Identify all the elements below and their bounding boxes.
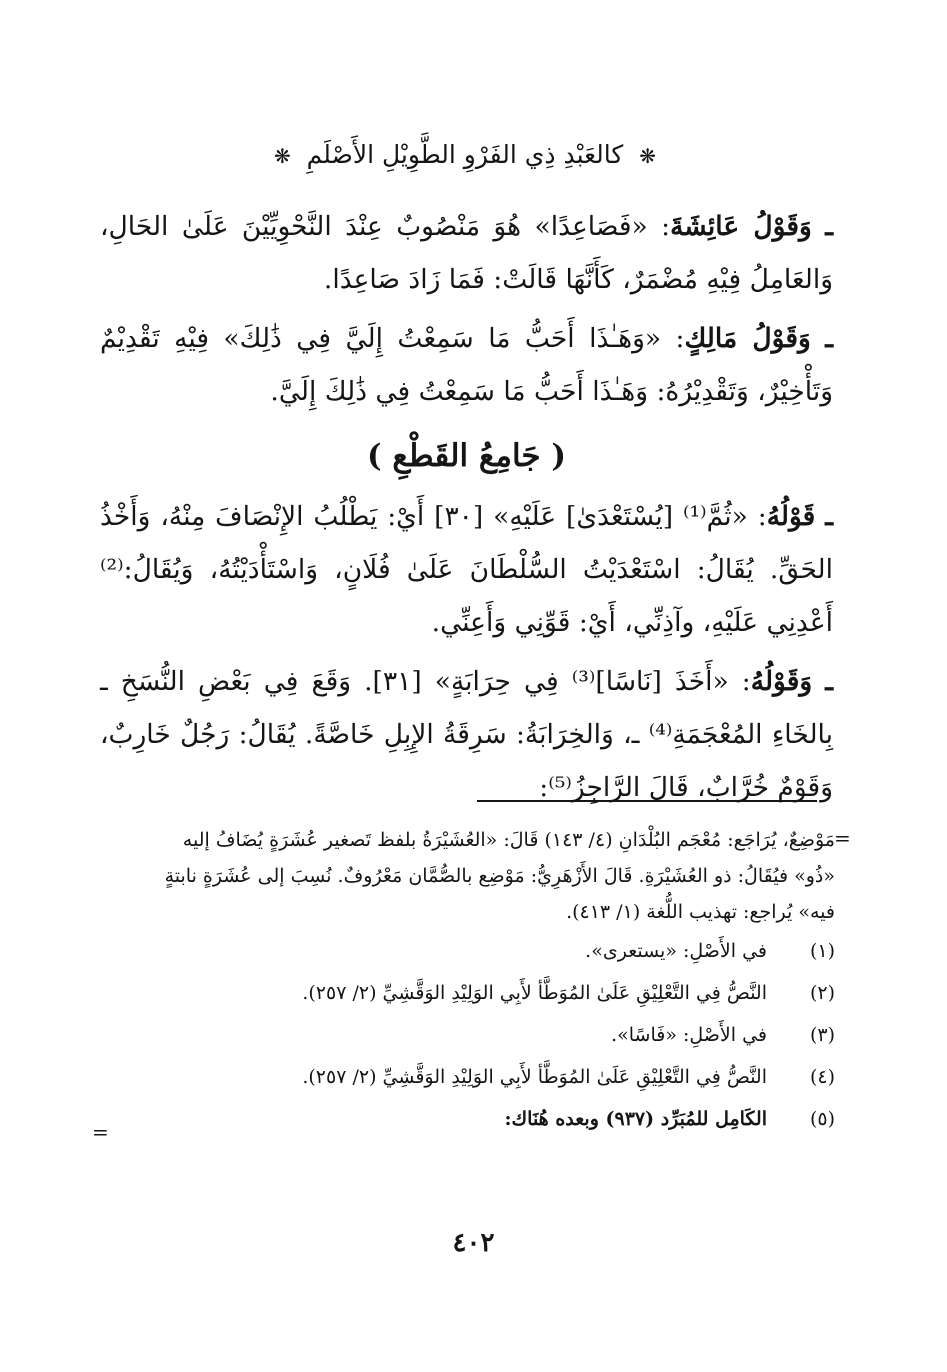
running-head	[100, 140, 830, 169]
footnote-text: في الأَصْلِ: «يستعرى».	[585, 940, 767, 962]
footnote-number: (٣)	[809, 1024, 835, 1046]
paragraph-lemma: وَقَوْلُ عَائِشَةَ	[670, 211, 812, 242]
paragraph	[100, 200, 833, 306]
footnote-text: الكَامِل للمُبَرِّد (٩٣٧) وبعده هُنَاك:	[504, 1108, 767, 1130]
star-ornament-icon: ❋	[273, 144, 291, 168]
paragraph	[100, 655, 833, 814]
footnote-separator	[477, 800, 817, 802]
page-number: ٤٠٢	[452, 1228, 495, 1258]
footnote-item	[100, 1014, 835, 1056]
section-title: ( جَامِعُ القَطْعِ )	[366, 438, 567, 474]
footnote-number: (١)	[809, 940, 835, 962]
paragraph-text: : «أَخَذَ [نَاسًا]⁽³⁾ فِي حِرَابَةٍ» [٣١]. وَقَعَ فِي بَعْضِ النُّسَخِ ـ بِالخَاءِ المُعْجَمَةِ⁽⁴⁾ ـ، وَالخِرَابَةُ: سَرِقَةُ الإِبِلِ خَاصَّةً. يُقَالُ: رَجُلٌ خَارِبٌ، وَقَوْمٌ خُرَّابٌ، قَالَ الرَّاجِزُ⁽⁵⁾:	[100, 666, 833, 803]
footnote-item	[100, 1056, 835, 1098]
footnote-number: (٤)	[809, 1066, 835, 1088]
footnote-number: (٥)	[809, 1108, 835, 1130]
paragraph-dash: ـ	[825, 501, 833, 532]
star-ornament-icon: ❋	[639, 144, 657, 168]
paragraph-text: : «ثُمَّ⁽¹⁾ [يُسْتَعْدَىٰ] عَلَيْهِ» [٣٠] أَيْ: يَطْلُبُ الإِنْصَافَ مِنْهُ، وَأَخْذُ الحَقِّ. يُقَالُ: اسْتَعْدَيْتُ السُّلْطَانَ عَلَىٰ فُلَانٍ، وَاسْتَأْدَيْتُهُ، وَيُقَالُ:⁽²⁾ أَعْدِنِي عَلَيْهِ، وآذِنِّي، أَيْ: قَوِّنِي وَأَعِنِّي.	[100, 501, 833, 638]
paragraph-dash: ـ	[825, 323, 833, 354]
paragraph-lemma: وَقَوْلُ مَالِكٍ	[684, 323, 811, 354]
continuation-end-marker: =	[92, 1120, 109, 1144]
paragraph-lemma: وَقَوْلُهُ	[750, 666, 813, 697]
running-head-text: كالعَبْدِ ذِي الفَرْوِ الطَّوِيْلِ الأَصْلَمِ	[306, 140, 624, 169]
footnotes	[100, 822, 835, 1140]
footnote-item	[100, 972, 835, 1014]
paragraph	[100, 490, 833, 649]
footnote-continuation-line: مَوْضِعٌ، يُرَاجَع: مُعْجَم البُلْدَانِ (٤/ ١٤٣) قَالَ: «العُشَيْرَةُ بلفظ تَصغير عُشَرَةٍ يُضَافُ إليه	[182, 829, 835, 851]
footnote-number: (٢)	[809, 982, 835, 1004]
paragraph-text: : «فَصَاعِدًا» هُوَ مَنْصُوبٌ عِنْدَ النَّحْوِيِّيْنَ عَلَىٰ الحَالِ، وَالعَامِلُ فِيْهِ مُضْمَرٌ، كَأَنَّهَا قَالَتْ: فَمَا زَادَ صَاعِدًا.	[100, 211, 833, 295]
main-text	[100, 200, 833, 814]
footnote-text: في الأَصْلِ: «فَاسًا».	[611, 1024, 767, 1046]
footnote-continuation-line: «ذُو» فيُقَالُ: ذو العُشَيْرَةِ. قَالَ الأَزْهَرِيُّ: مَوْضِع بالصُّمَّان مَعْرُوفٌ. نُسِبَ إلى عُشَرَةٍ نابتةٍ	[164, 865, 835, 887]
footnote-text: النَّصُّ فِي التَّعْلِيْقِ عَلَىٰ المُوَطَّأ لأَبِي الوَلِيْدِ الوَقَّشِيِّ (٢/ ٢٥٧).	[302, 1066, 767, 1088]
footnote-item	[100, 1098, 835, 1140]
continuation-marker: =	[834, 826, 851, 850]
paragraph	[100, 312, 833, 418]
paragraph-dash: ـ	[825, 211, 833, 242]
paragraph-lemma: قَوْلُهُ	[766, 501, 816, 532]
paragraph-dash: ـ	[825, 666, 833, 697]
footnote-continuation-line: فيه» يُراجع: تهذيب اللُّغة (١/ ٤١٣).	[566, 901, 835, 923]
paragraph-text: : «وَهَـٰذَا أَحَبُّ مَا سَمِعْتُ إِلَيَّ فِي ذَٰلِكَ» فِيْهِ تَقْدِيْمٌ وَتَأْخِيْرٌ، وَتَقْدِيْرُهُ: وَهَـٰذَا أَحَبُّ مَا سَمِعْتُ فِي ذَٰلِكَ إِلَيَّ.	[100, 323, 833, 407]
footnote-item	[100, 930, 835, 972]
footnote-text: النَّصُّ فِي التَّعْلِيْقِ عَلَىٰ المُوَطَّأ لأَبِي الوَلِيْدِ الوَقَّشِيِّ (٢/ ٢٥٧).	[302, 982, 767, 1004]
